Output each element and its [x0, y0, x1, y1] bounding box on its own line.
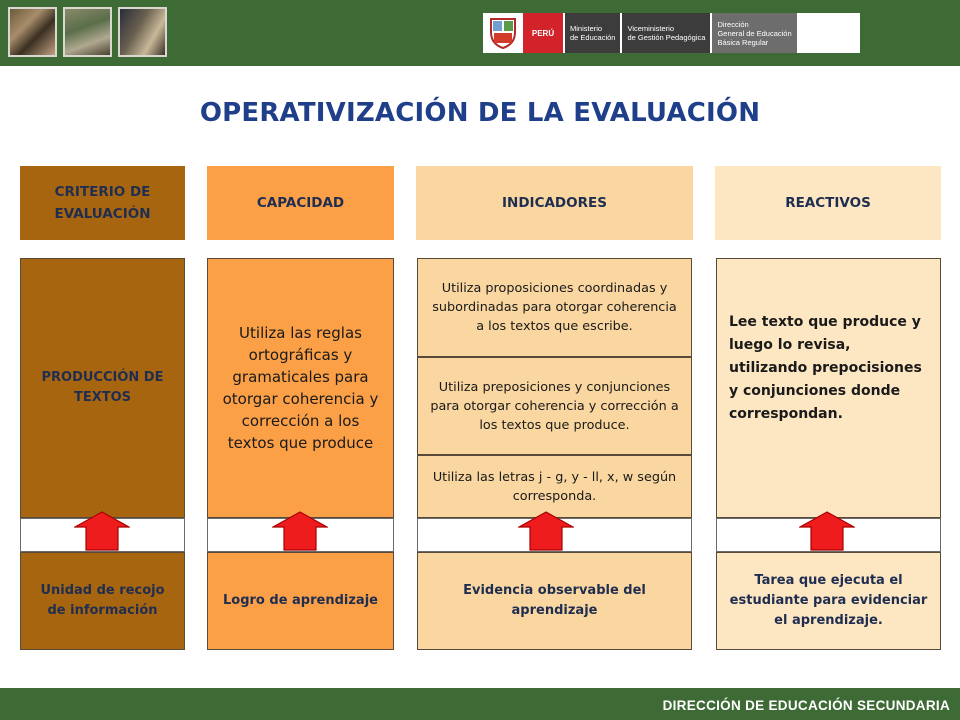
ministry-logo-banner: [483, 13, 860, 53]
header-reactivos: REACTIVOS: [715, 166, 941, 240]
students-photo-3: [118, 7, 167, 57]
footer-bar: [0, 688, 960, 720]
footer-capacidad-cell: Logro de aprendizaje: [207, 552, 394, 650]
header-capacidad: CAPACIDAD: [207, 166, 394, 240]
arrow-up-icon: [518, 511, 574, 551]
direction-label: Dirección General de Educación Básica Regular: [712, 13, 796, 53]
ministry-label: Ministerio de Educación: [565, 13, 620, 53]
reactivos-cell: Lee texto que produce y luego lo revisa, utilizando prepocisiones y conjunciones donde correspondan.: [716, 258, 941, 518]
indicador-3: Utiliza las letras j - g, y - ll, x, w según corresponda.: [417, 455, 692, 518]
criterio-cell: PRODUCCIÓN DE TEXTOS: [20, 258, 185, 518]
arrow-up-icon: [74, 511, 130, 551]
header-criterio: CRITERIO DE EVALUACIÓN: [20, 166, 185, 240]
footer-reactivos-cell: Tarea que ejecuta el estudiante para evidenciar el aprendizaje.: [716, 552, 941, 650]
indicador-2: Utiliza preposiciones y conjunciones para otorgar coherencia y corrección a los textos que produce.: [417, 357, 692, 455]
footer-indicadores-cell: Evidencia observable del aprendizaje: [417, 552, 692, 650]
arrow-up-icon: [272, 511, 328, 551]
peru-crest-icon: [483, 13, 523, 53]
students-photo-2: [63, 7, 112, 57]
viceministry-label: Viceministerio de Gestión Pedagógica: [622, 13, 710, 53]
page-title: OPERATIVIZACIÓN DE LA EVALUACIÓN: [199, 98, 761, 128]
indicador-1: Utiliza proposiciones coordinadas y subordinadas para otorgar coherencia a los textos que escribe.: [417, 258, 692, 357]
students-photo-1: [8, 7, 57, 57]
header-bar: [0, 0, 960, 66]
peru-label: PERÚ: [523, 13, 563, 53]
footer-criterio-cell: Unidad de recojo de información: [20, 552, 185, 650]
capacidad-cell: Utiliza las reglas ortográficas y gramaticales para otorgar coherencia y corrección a los textos que produce: [207, 258, 394, 518]
header-indicadores: INDICADORES: [416, 166, 693, 240]
footer-text: DIRECCIÓN DE EDUCACIÓN SECUNDARIA: [662, 698, 950, 713]
arrow-up-icon: [799, 511, 855, 551]
